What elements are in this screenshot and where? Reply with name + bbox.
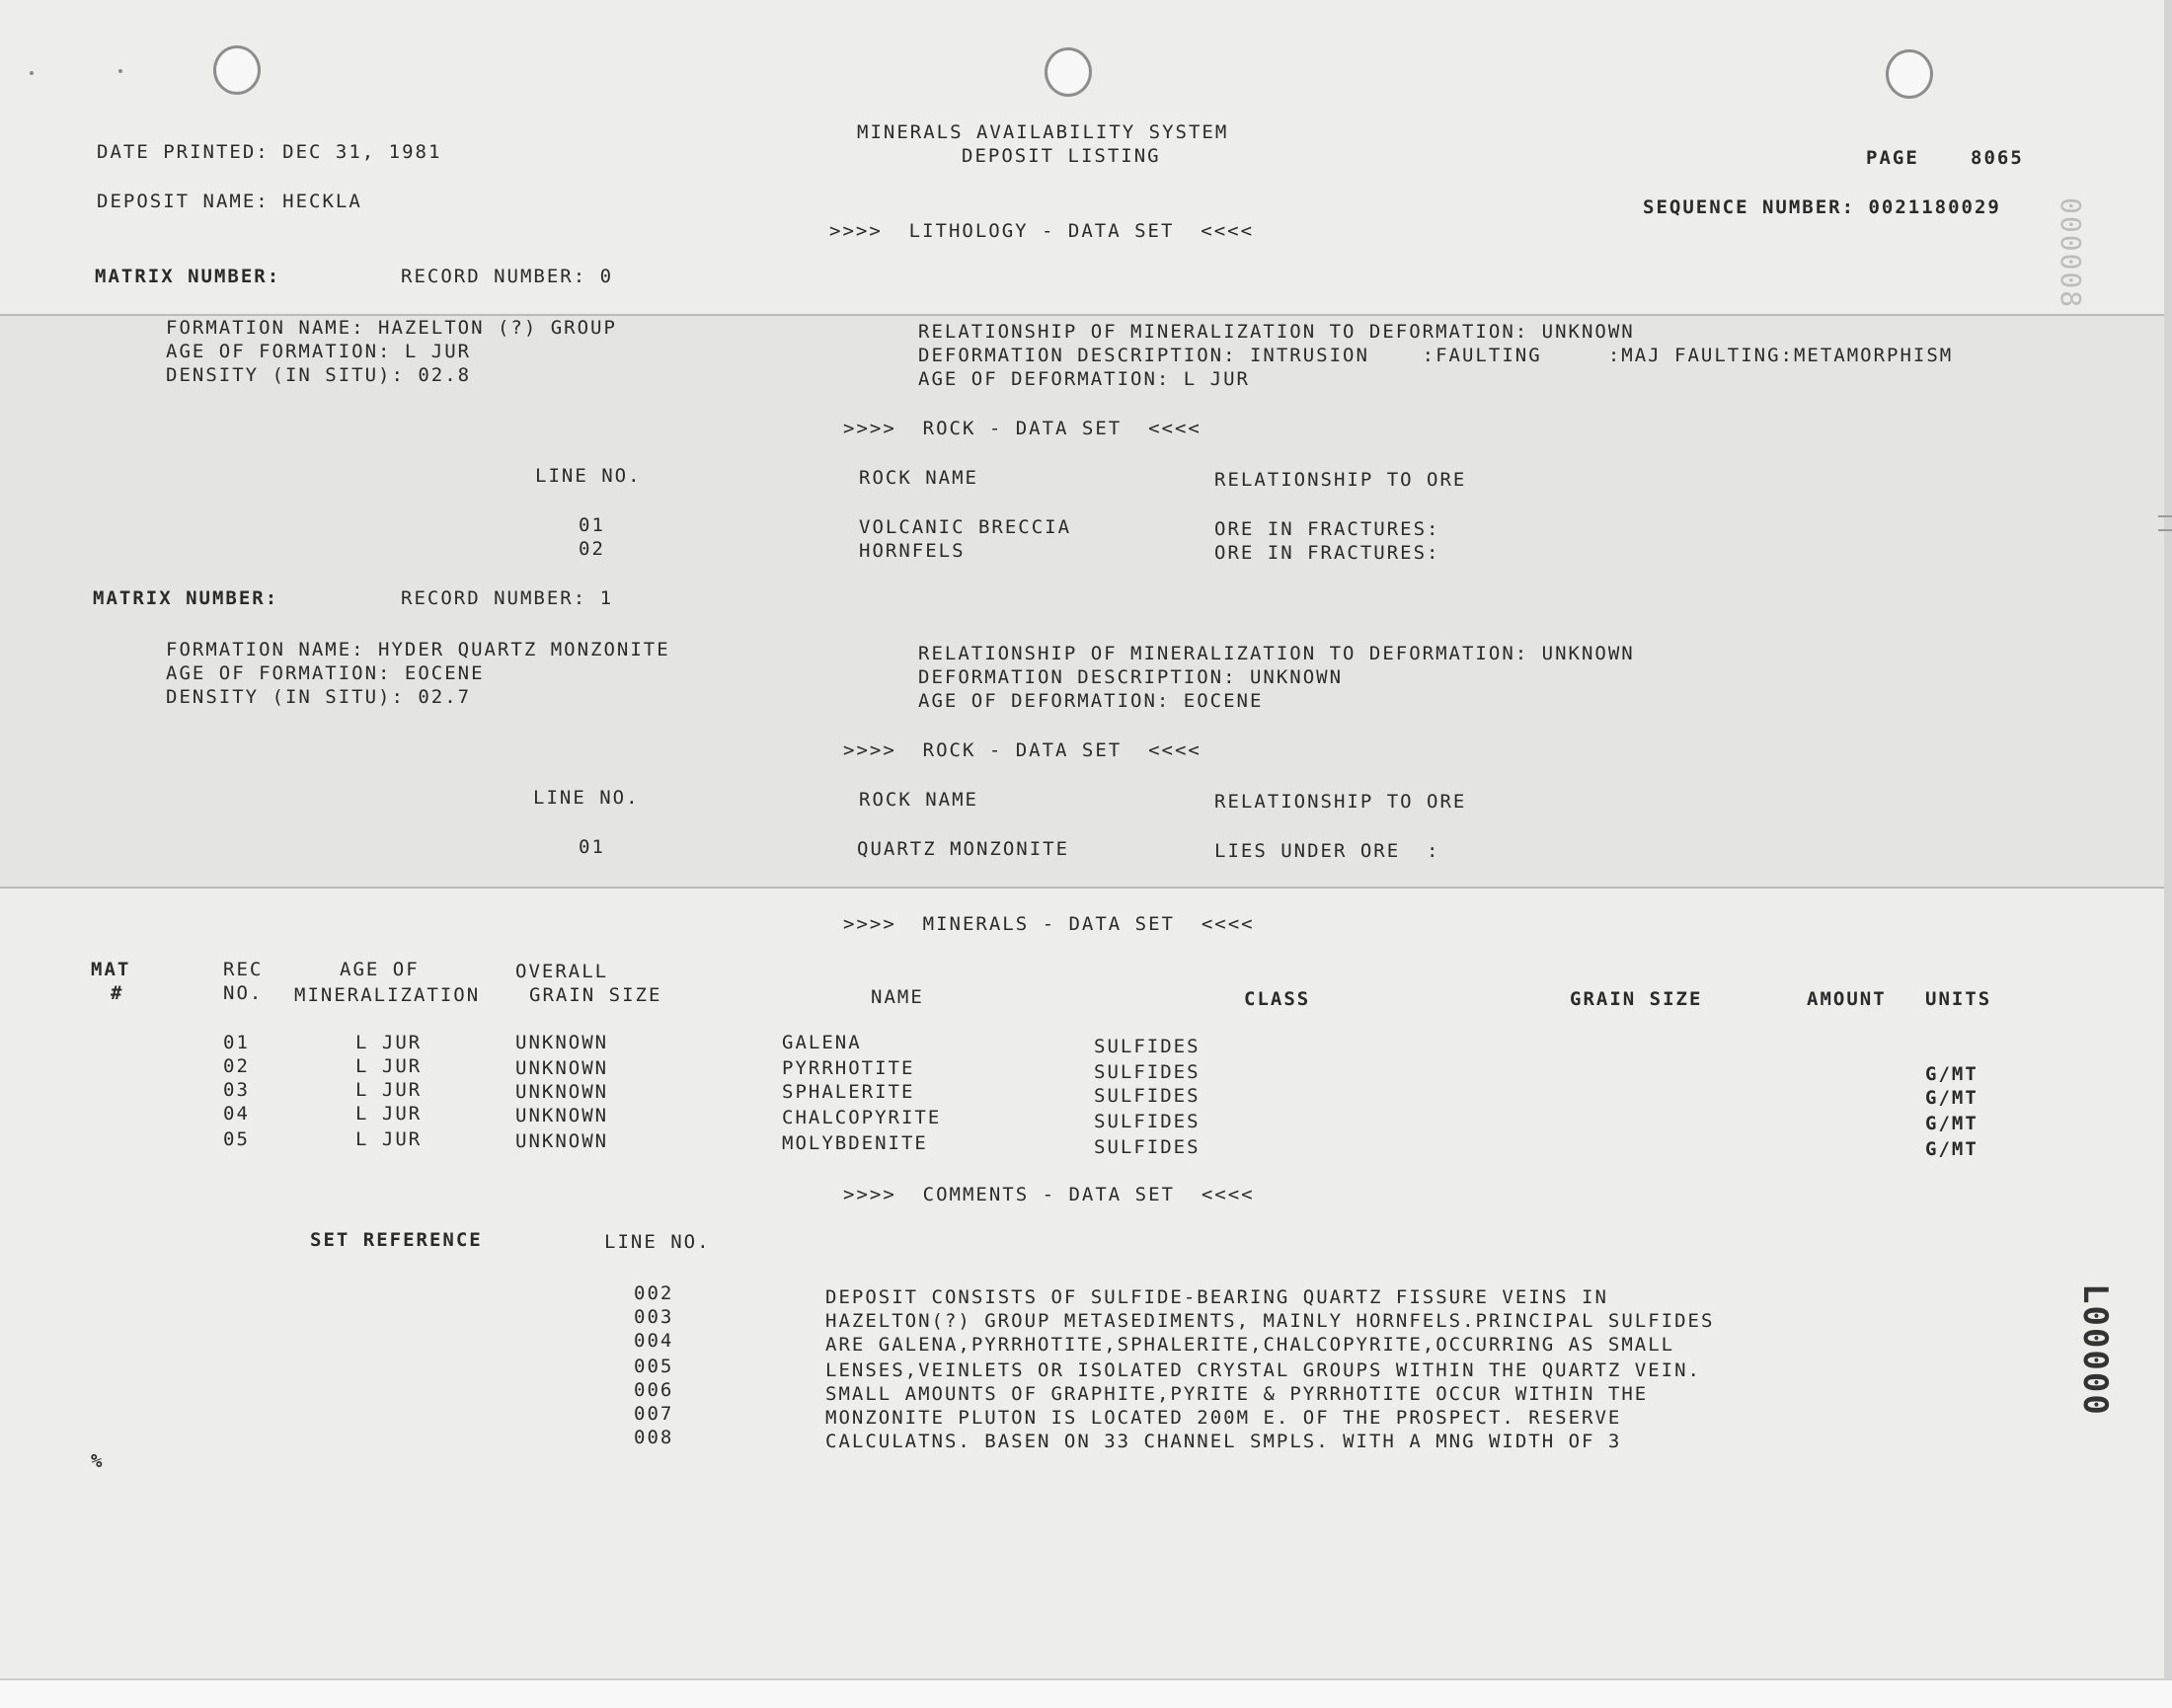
deformation-description: DEFORMATION DESCRIPTION: UNKNOWN bbox=[918, 666, 1344, 688]
listing-title: DEPOSIT LISTING bbox=[962, 145, 1161, 167]
formation-name: FORMATION NAME: HAZELTON (?) GROUP bbox=[166, 317, 617, 339]
header-units: UNITS bbox=[1925, 988, 1992, 1010]
page-number: 8065 bbox=[1971, 147, 2024, 169]
matrix-number-label: MATRIX NUMBER: bbox=[95, 266, 281, 287]
mineral-rec: 04 bbox=[223, 1103, 250, 1125]
comment-line-no: 006 bbox=[634, 1379, 674, 1401]
comment-text: SMALL AMOUNTS OF GRAPHITE,PYRITE & PYRRHOTITE OCCUR WITHIN THE bbox=[825, 1383, 1649, 1405]
mineral-grain: UNKNOWN bbox=[515, 1130, 609, 1152]
frame-stamp: L00000 bbox=[2075, 1283, 2115, 1417]
comment-text: ARE GALENA,PYRRHOTITE,SPHALERITE,CHALCOPYRITE,OCCURRING AS SMALL bbox=[825, 1334, 1675, 1356]
header-mat: MAT bbox=[91, 959, 131, 980]
mineral-units: G/MT bbox=[1925, 1087, 1978, 1109]
date-printed: DATE PRINTED: DEC 31, 1981 bbox=[97, 141, 442, 163]
header-mat-hash: # bbox=[111, 982, 124, 1004]
rock-header-line-no: LINE NO. bbox=[535, 465, 642, 487]
comment-text: DEPOSIT CONSISTS OF SULFIDE-BEARING QUARTZ FISSURE VEINS IN bbox=[825, 1286, 1608, 1308]
comment-text: CALCULATNS. BASEN ON 33 CHANNEL SMPLS. WITH A MNG WIDTH OF 3 bbox=[825, 1431, 1622, 1452]
page-label: PAGE bbox=[1866, 147, 1919, 169]
mineral-class: SULFIDES bbox=[1094, 1061, 1201, 1083]
edge-tick bbox=[2158, 515, 2172, 517]
header-overall-grain: GRAIN SIZE bbox=[529, 984, 662, 1006]
header-rec: REC bbox=[223, 959, 264, 980]
mineral-name: GALENA bbox=[782, 1032, 862, 1053]
mineral-age: L JUR bbox=[355, 1103, 423, 1125]
mineral-rec: 03 bbox=[223, 1079, 250, 1101]
rock-header-rock-name: ROCK NAME bbox=[859, 789, 978, 811]
mineral-name: PYRRHOTITE bbox=[782, 1057, 915, 1079]
mineral-name: MOLYBDENITE bbox=[782, 1132, 928, 1154]
mineral-age: L JUR bbox=[355, 1055, 423, 1077]
mineral-grain: UNKNOWN bbox=[515, 1105, 609, 1126]
comment-text: HAZELTON(?) GROUP METASEDIMENTS, MAINLY HORNFELS.PRINCIPAL SULFIDES bbox=[825, 1310, 1715, 1332]
header-class: CLASS bbox=[1244, 988, 1311, 1010]
comment-line-no: 008 bbox=[634, 1427, 674, 1448]
formation-name: FORMATION NAME: HYDER QUARTZ MONZONITE bbox=[166, 639, 670, 660]
comments-line-no-header: LINE NO. bbox=[604, 1231, 711, 1253]
matrix-number-label: MATRIX NUMBER: bbox=[93, 587, 279, 609]
header-name: NAME bbox=[871, 986, 924, 1008]
mineral-name: CHALCOPYRITE bbox=[782, 1107, 942, 1128]
mineral-class: SULFIDES bbox=[1094, 1085, 1201, 1107]
age-of-deformation: AGE OF DEFORMATION: EOCENE bbox=[918, 690, 1264, 712]
mineral-grain: UNKNOWN bbox=[515, 1057, 609, 1079]
density: DENSITY (IN SITU): 02.7 bbox=[166, 686, 472, 708]
rock-header-relationship: RELATIONSHIP TO ORE bbox=[1214, 469, 1467, 491]
rock-name: QUARTZ MONZONITE bbox=[857, 838, 1070, 860]
rock-relationship: ORE IN FRACTURES: bbox=[1214, 518, 1440, 540]
rock-line: 01 bbox=[579, 514, 605, 536]
rock-header-relationship: RELATIONSHIP TO ORE bbox=[1214, 791, 1467, 813]
right-edge bbox=[2164, 0, 2172, 1706]
header-age-mineralization: MINERALIZATION bbox=[294, 984, 481, 1006]
record-number: RECORD NUMBER: 0 bbox=[401, 266, 614, 287]
mineral-rec: 01 bbox=[223, 1032, 250, 1053]
comments-section-title: >>>> COMMENTS - DATA SET <<<< bbox=[843, 1184, 1255, 1205]
mineral-units: G/MT bbox=[1925, 1113, 1978, 1134]
print-band bbox=[0, 314, 2172, 887]
mineral-units: G/MT bbox=[1925, 1138, 1978, 1160]
punch-hole bbox=[1886, 49, 1933, 99]
age-of-formation: AGE OF FORMATION: EOCENE bbox=[166, 662, 485, 684]
mineral-rec: 05 bbox=[223, 1128, 250, 1150]
record-number: RECORD NUMBER: 1 bbox=[401, 587, 614, 609]
mineral-age: L JUR bbox=[355, 1128, 423, 1150]
rock-section-title: >>>> ROCK - DATA SET <<<< bbox=[843, 418, 1202, 439]
mineral-name: SPHALERITE bbox=[782, 1081, 915, 1103]
mineral-class: SULFIDES bbox=[1094, 1136, 1201, 1158]
rock-section-title: >>>> ROCK - DATA SET <<<< bbox=[843, 739, 1202, 761]
rock-line: 02 bbox=[579, 538, 605, 560]
rock-header-line-no: LINE NO. bbox=[533, 787, 640, 809]
system-title: MINERALS AVAILABILITY SYSTEM bbox=[857, 121, 1229, 143]
mineral-grain: UNKNOWN bbox=[515, 1081, 609, 1103]
mineral-grain: UNKNOWN bbox=[515, 1032, 609, 1053]
percent-mark: % bbox=[91, 1450, 105, 1472]
rock-line: 01 bbox=[579, 836, 605, 858]
rock-relationship: LIES UNDER ORE : bbox=[1214, 840, 1440, 862]
rock-relationship: ORE IN FRACTURES: bbox=[1214, 542, 1440, 564]
comment-line-no: 002 bbox=[634, 1282, 674, 1304]
punch-hole bbox=[1045, 47, 1092, 97]
mineral-age: L JUR bbox=[355, 1032, 423, 1053]
comment-text: LENSES,VEINLETS OR ISOLATED CRYSTAL GROUPS WITHIN THE QUARTZ VEIN. bbox=[825, 1359, 1701, 1381]
mineral-units: G/MT bbox=[1925, 1063, 1978, 1085]
mineral-age: L JUR bbox=[355, 1079, 423, 1101]
comment-line-no: 005 bbox=[634, 1356, 674, 1377]
speck bbox=[118, 69, 122, 73]
age-of-deformation: AGE OF DEFORMATION: L JUR bbox=[918, 368, 1250, 390]
header-overall: OVERALL bbox=[515, 961, 609, 982]
frame-stamp-faint: 000008 bbox=[2055, 197, 2087, 310]
deformation-description: DEFORMATION DESCRIPTION: INTRUSION :FAULTING :MAJ FAULTING:METAMORPHISM bbox=[918, 345, 1954, 366]
age-of-formation: AGE OF FORMATION: L JUR bbox=[166, 341, 472, 362]
comment-text: MONZONITE PLUTON IS LOCATED 200M E. OF THE PROSPECT. RESERVE bbox=[825, 1407, 1622, 1429]
mineral-rec: 02 bbox=[223, 1055, 250, 1077]
mineralization-relationship: RELATIONSHIP OF MINERALIZATION TO DEFORMATION: UNKNOWN bbox=[918, 321, 1635, 343]
density: DENSITY (IN SITU): 02.8 bbox=[166, 364, 472, 386]
speck bbox=[30, 71, 34, 75]
edge-tick bbox=[2158, 529, 2172, 531]
fold-line bbox=[0, 887, 2172, 889]
mineral-class: SULFIDES bbox=[1094, 1111, 1201, 1132]
rock-header-rock-name: ROCK NAME bbox=[859, 467, 978, 489]
comment-line-no: 004 bbox=[634, 1330, 674, 1352]
rock-name: VOLCANIC BRECCIA bbox=[859, 516, 1072, 538]
header-grain-size: GRAIN SIZE bbox=[1570, 988, 1703, 1010]
set-reference-header: SET REFERENCE bbox=[310, 1229, 483, 1251]
punch-hole bbox=[213, 45, 261, 95]
header-age: AGE OF bbox=[340, 959, 420, 980]
lithology-section-title: >>>> LITHOLOGY - DATA SET <<<< bbox=[829, 220, 1255, 242]
mineral-class: SULFIDES bbox=[1094, 1036, 1201, 1057]
comment-line-no: 003 bbox=[634, 1306, 674, 1328]
deposit-name: DEPOSIT NAME: HECKLA bbox=[97, 191, 362, 212]
minerals-section-title: >>>> MINERALS - DATA SET <<<< bbox=[843, 913, 1255, 935]
sequence-number: SEQUENCE NUMBER: 0021180029 bbox=[1643, 196, 2001, 218]
bottom-band bbox=[0, 1678, 2172, 1708]
comment-line-no: 007 bbox=[634, 1403, 674, 1425]
header-rec-no: NO. bbox=[223, 982, 264, 1004]
header-amount: AMOUNT bbox=[1807, 988, 1887, 1010]
rock-name: HORNFELS bbox=[859, 540, 966, 562]
mineralization-relationship: RELATIONSHIP OF MINERALIZATION TO DEFORMATION: UNKNOWN bbox=[918, 643, 1635, 664]
